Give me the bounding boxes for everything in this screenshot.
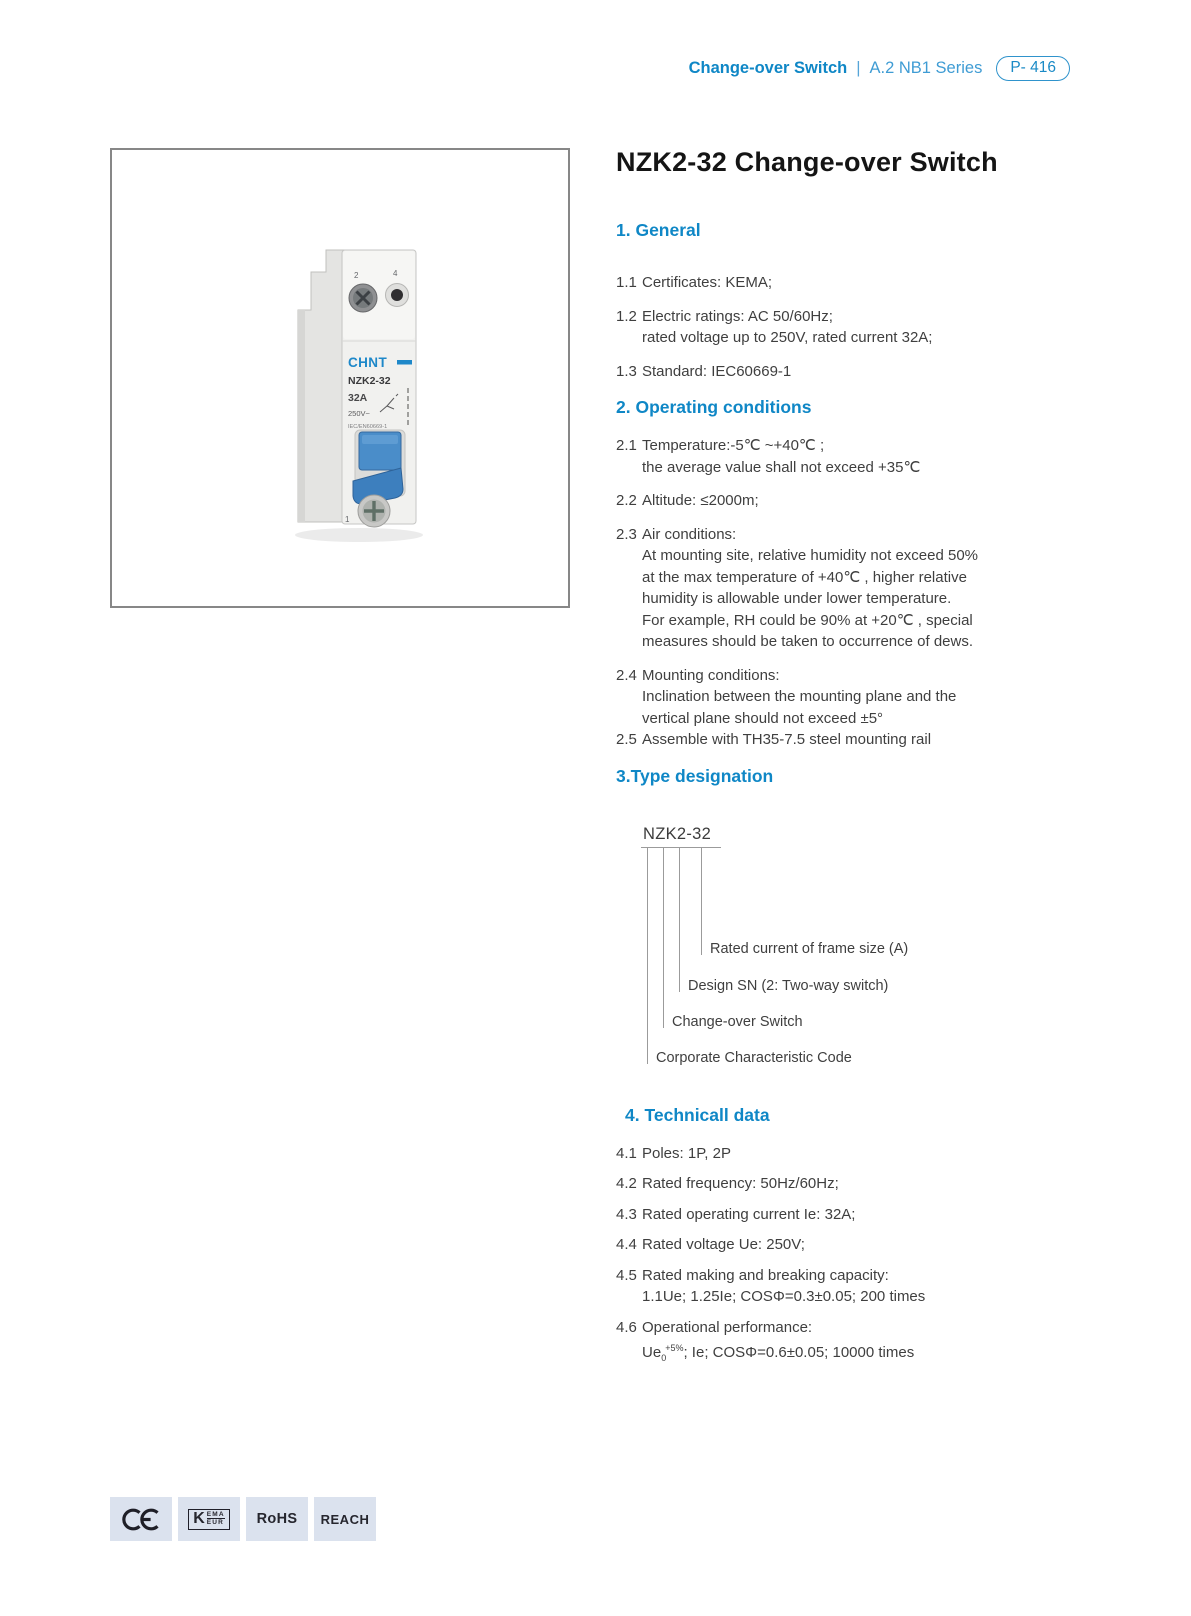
list-item [616,361,1106,383]
item-text [642,1338,1106,1370]
item-text: 1.1Ue; 1.25Ie; COSΦ=0.3±0.05; 200 times [642,1288,926,1305]
terminal-label-1: 1 [345,515,350,524]
page-title: NZK2-32 Change-over Switch [616,147,998,177]
kema-badge [178,1497,240,1541]
rohs-label: RoHS [256,1511,298,1527]
reach-badge [314,1497,376,1541]
section-2-heading: 2. Operating conditions [616,397,812,417]
designation-line [701,847,702,955]
list-item [616,1234,1106,1256]
designation-label-corporate-code: Corporate Characteristic Code [656,1049,852,1066]
item-number: 1.2 [616,307,637,325]
item-number: 2.1 [616,437,637,454]
item-text: Assemble with TH35-7.5 steel mounting rail [642,731,932,748]
device-voltage-text: 250V~ [348,409,370,418]
item-number: 2.2 [616,492,637,509]
item-number: 2.4 [616,666,637,684]
section-operating-conditions [616,395,1106,751]
item-number: 4.4 [616,1236,637,1253]
designation-line [647,847,648,1064]
item-text: Inclination between the mounting plane and the [642,688,957,705]
list-item [616,1173,1106,1195]
item-text: Rated voltage Ue: 250V; [642,1236,805,1253]
device-din-profile-shade [298,310,305,522]
product-photo-frame [110,148,570,608]
kema-keur-logo [188,1509,230,1530]
item-text: measures should be taken to occurrence of dews. [642,633,974,650]
type-model-code: NZK2-32 [643,824,712,843]
section-3-heading: 3.Type designation [616,765,774,786]
ce-badge [110,1497,172,1541]
item-text: humidity is allowable under lower temperature. [642,590,952,607]
item-text: Rated frequency: 50Hz/60Hz; [642,1175,839,1192]
device-standard-text: IEC/EN60669-1 [348,424,388,430]
section-type-designation [616,764,1106,1076]
item-text: rated voltage up to 250V, rated current 32A; [642,329,933,346]
list-item [616,1317,1106,1370]
list-item [616,729,1106,751]
type-designation-diagram [616,824,1106,1076]
designation-line [679,847,680,992]
kema-letter-k: K [193,1509,205,1527]
item-number: 4.6 [616,1318,637,1336]
list-item [616,1143,1106,1165]
item-number: 4.1 [616,1144,637,1162]
kema-ema: EMA [206,1510,225,1518]
item-text: Mounting conditions: [642,666,780,684]
section-1-heading: 1. General [616,220,701,240]
device-brand-logo: CHNT [348,355,388,370]
header-series-name: A.2 NB1 Series [869,59,983,77]
model-underline [641,847,721,848]
designation-label-switch: Change-over Switch [672,1013,803,1030]
device-shadow [295,528,423,542]
content-column [616,146,1106,1379]
item-text: For example, RH could be 90% at +20℃ , special [642,611,973,629]
header-separator: | [856,59,861,77]
list-item [616,490,1106,512]
terminal-label-2: 2 [354,271,359,280]
item-text: Temperature:-5℃ ~+40℃ ; [642,437,825,454]
item-text: Operational performance: [642,1318,813,1336]
item-number: 4.2 [616,1175,637,1192]
item-text: Electric ratings: AC 50/60Hz; [642,307,833,325]
perf-rest: ; Ie; COSΦ=0.6±0.05; 10000 times [683,1344,915,1361]
list-item [616,1204,1106,1226]
item-text: Standard: IEC60669-1 [642,362,792,380]
device-current-text: 32A [348,392,368,404]
item-text: Poles: 1P, 2P [642,1144,731,1162]
designation-label-design-sn: Design SN (2: Two-way switch) [688,977,889,994]
list-item [616,272,1106,294]
item-text: at the max temperature of +40℃ , higher relative [642,568,967,586]
list-item [616,665,1106,730]
item-text: Rated operating current Ie: 32A; [642,1205,856,1223]
item-text: Altitude: ≤2000m; [642,492,759,509]
item-number: 2.3 [616,525,637,543]
perf-superscript: +5% [665,1343,684,1353]
item-number: 1.3 [616,362,637,380]
list-item [616,524,1106,653]
item-number: 2.5 [616,731,637,748]
ce-mark-icon [122,1507,160,1532]
rohs-badge [246,1497,308,1541]
item-number: 1.1 [616,274,637,291]
breaker-illustration [112,150,568,606]
brand-logo-dash [397,360,412,365]
terminal-label-4: 4 [393,269,398,278]
section-technical-data [616,1103,1106,1370]
item-text: vertical plane should not exceed ±5° [642,709,884,727]
item-text: the average value shall not exceed +35℃ [642,458,921,476]
item-text: Certificates: KEMA; [642,274,773,291]
list-item [616,1265,1106,1308]
item-text: Air conditions: [642,525,737,543]
item-number: 4.5 [616,1266,637,1284]
kema-eur: EUR [206,1519,225,1526]
terminal-hole [391,289,403,301]
certification-badges [110,1497,376,1541]
designation-line [663,847,664,1028]
toggle-highlight [362,435,398,444]
reach-label: REACH [320,1511,370,1527]
device-model-text: NZK2-32 [348,375,391,387]
designation-label-current: Rated current of frame size (A) [710,940,909,957]
section-general [616,218,1106,382]
page-header [689,56,1070,81]
item-number: 4.3 [616,1205,637,1223]
item-text: At mounting site, relative humidity not exceed 50% [642,547,979,564]
list-item [616,435,1106,478]
page-number-badge: P- 416 [996,56,1070,81]
section-4-heading: 4. Technicall data [625,1104,770,1125]
list-item [616,306,1106,349]
header-product-name: Change-over Switch [688,59,848,77]
item-text: Rated making and breaking capacity: [642,1266,889,1284]
perf-symbol: Ue [642,1344,662,1361]
perf-subscript: 0 [661,1353,667,1363]
